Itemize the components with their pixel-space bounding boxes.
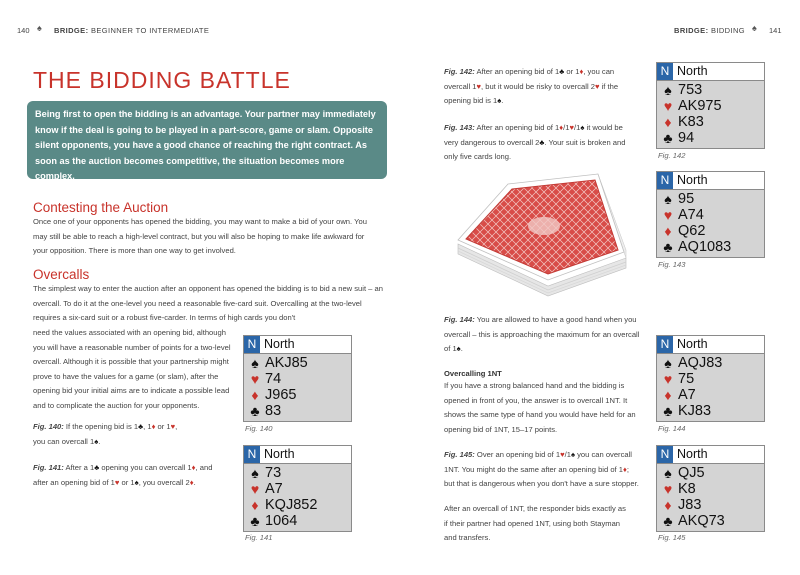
spades-holding: 95 (678, 191, 695, 207)
diamond-icon: ♦ (664, 387, 672, 403)
spade-icon: ♠ (456, 344, 461, 354)
heart-icon: ♥ (663, 371, 673, 387)
clubs-holding: AKQ73 (678, 513, 725, 529)
section-body-contesting: Once one of your opponents has opened the bidding, you may want to make a bid of your own. You may still be able to reach a high-level contract, but you will also be hoping to make life awkward for your opposition. There is more than one way to get involved. (33, 217, 367, 256)
diamond-icon: ♦ (623, 464, 627, 474)
seat-badge: N (244, 336, 260, 353)
diamond-icon: ♦ (251, 497, 259, 513)
fig143-label: Fig. 143 (658, 260, 686, 269)
hand-diagram-fig144 (656, 335, 765, 422)
fig141-caption-text: Fig. 141: After a 1♣ opening you can overcall 1♦, and after an opening bid of 1♥ or 1♠, you overcall 2♦. (33, 463, 213, 487)
fig140-label: Fig. 140 (245, 424, 273, 433)
spade-icon: ♠ (497, 96, 502, 106)
seat-badge: N (657, 172, 673, 189)
club-icon: ♣ (663, 239, 673, 255)
heart-icon: ♥ (663, 481, 673, 497)
diamonds-holding: KQJ852 (265, 497, 318, 513)
heart-icon: ♥ (170, 422, 176, 431)
spades-holding: 753 (678, 82, 703, 98)
header-spade-icon: ♠ (37, 23, 42, 33)
hearts-holding: A7 (265, 481, 283, 497)
spades-holding: QJ5 (678, 465, 705, 481)
club-icon: ♣ (559, 67, 565, 76)
diamond-icon: ♦ (664, 497, 672, 513)
heart-icon: ♥ (560, 450, 565, 459)
club-icon: ♣ (94, 463, 100, 472)
heart-icon: ♥ (663, 98, 673, 114)
spade-icon: ♠ (134, 477, 139, 487)
hearts-holding: 75 (678, 371, 695, 387)
hearts-holding: A74 (678, 207, 704, 223)
section-body-overcalls: The simplest way to enter the auction after an opponent has opened the bidding is to bid a new suit – an overcall. To do it at the one-level you need a reasonable five-card suit. Overcalling at the two-level requires a six-card suit or a robust five-carder. In terms of high cards you don't (33, 284, 383, 323)
seat-label: North (264, 337, 295, 351)
fig144-caption-text: Fig. 144: You are allowed to have a good hand when you overcall – this is approaching the maximum for an overcall of 1♠. (444, 315, 640, 354)
club-icon: ♣ (250, 513, 260, 529)
subheading-overcalling-1nt: Overcalling 1NT (444, 369, 502, 378)
heart-icon: ♥ (476, 81, 482, 91)
hearts-holding: AK975 (678, 98, 722, 114)
diamonds-holding: A7 (678, 387, 696, 403)
seat-badge: N (657, 336, 673, 353)
seat-label: North (264, 447, 295, 461)
diamond-icon: ♦ (189, 477, 194, 487)
section-heading-contesting: Contesting the Auction (33, 200, 169, 215)
heart-icon: ♥ (569, 123, 574, 132)
seat-badge: N (657, 63, 673, 80)
heart-icon: ♥ (250, 371, 260, 387)
spade-icon: ♠ (664, 355, 672, 371)
spade-icon: ♠ (664, 191, 672, 207)
club-icon: ♣ (663, 403, 673, 419)
diamonds-holding: J83 (678, 497, 702, 513)
fig143-caption-text: Fig. 143: After an opening bid of 1♦/1♥/1♠ it would be very dangerous to overcall 2♣. Your suit is broken and only five cards long. (444, 123, 626, 162)
seat-badge: N (244, 446, 260, 463)
diamond-icon: ♦ (251, 387, 259, 403)
seat-label: North (677, 173, 708, 187)
diamond-icon: ♦ (579, 67, 584, 76)
spade-icon: ♠ (94, 436, 99, 446)
fig142-caption-text: Fig. 142: After an opening bid of 1♣ or 1♦, you can overcall 1♥, but it would be risky to overcall 2♥ if the opening bid is 1♠. (444, 67, 619, 106)
right-running-header: BRIDGE: BIDDING (674, 26, 746, 35)
deck-of-cards-image (448, 172, 630, 300)
hand-diagram-fig140 (243, 335, 352, 422)
hand-diagram-fig145 (656, 445, 765, 532)
fig141-label: Fig. 141 (245, 533, 273, 542)
spades-holding: AQJ83 (678, 355, 723, 371)
diamond-icon: ♦ (559, 123, 564, 132)
header-spade-icon: ♠ (752, 23, 757, 33)
diamond-icon: ♦ (664, 114, 672, 130)
seat-label: North (677, 337, 708, 351)
nt-body: If you have a strong balanced hand and the bidding is opened in front of you, the answer is to overcall 1NT. It shows the same type of hand you would have held for an opening bid of 1NT, 15–17 points. (444, 381, 636, 434)
spade-icon: ♠ (580, 123, 585, 132)
heart-icon: ♥ (663, 207, 673, 223)
fig144-label: Fig. 144 (658, 424, 686, 433)
club-icon: ♣ (663, 130, 673, 146)
spade-icon: ♠ (664, 465, 672, 481)
section-body-overcalls-narrow: need the values associated with an opening bid, although you will have a reasonable number of points for a two-level overcall. Although it is possible that your partnership might prove to have the values for a game (or slam), after the opening bid your initial aims are to indicate a possible lead and to complicate the auction for your opponents. (33, 328, 231, 410)
fig145-label: Fig. 145 (658, 533, 686, 542)
spades-holding: AKJ85 (265, 355, 308, 371)
fig145-caption-text: Fig. 145: Over an opening bid of 1♥/1♠ you can overcall 1NT. You might do the same after an opening bid of 1♦; but that is dangerous when you don't have a sure stopper. (444, 450, 639, 489)
hand-diagram-fig143 (656, 171, 765, 258)
fig140-caption-text: Fig. 140: If the opening bid is 1♣, 1♦ or 1♥, you can overcall 1♠. (33, 422, 178, 446)
clubs-holding: KJ83 (678, 403, 712, 419)
left-page-number: 140 (17, 26, 30, 35)
page-title: THE BIDDING BATTLE (33, 67, 291, 93)
section-heading-overcalls: Overcalls (33, 267, 90, 282)
hand-diagram-fig141 (243, 445, 352, 532)
spade-icon: ♠ (664, 82, 672, 98)
hand-diagram-fig142 (656, 62, 765, 149)
diamonds-holding: J965 (265, 387, 297, 403)
club-icon: ♣ (663, 513, 673, 529)
clubs-holding: AQ1083 (678, 239, 732, 255)
clubs-holding: 83 (265, 403, 282, 419)
diamonds-holding: Q62 (678, 223, 706, 239)
seat-badge: N (657, 446, 673, 463)
club-icon: ♣ (250, 403, 260, 419)
spades-holding: 73 (265, 465, 282, 481)
left-running-header: BRIDGE: BEGINNER TO INTERMEDIATE (54, 26, 210, 35)
heart-icon: ♥ (594, 81, 600, 91)
club-icon: ♣ (138, 422, 144, 431)
diamond-icon: ♦ (151, 422, 156, 431)
hearts-holding: 74 (265, 371, 282, 387)
diamond-icon: ♦ (191, 463, 196, 472)
clubs-holding: 94 (678, 130, 695, 146)
hearts-holding: K8 (678, 481, 696, 497)
heart-icon: ♥ (114, 477, 120, 487)
fig142-label: Fig. 142 (658, 151, 686, 160)
spade-icon: ♠ (570, 450, 575, 459)
clubs-holding: 1064 (265, 513, 298, 529)
seat-label: North (677, 447, 708, 461)
diamond-icon: ♦ (664, 223, 672, 239)
spade-icon: ♠ (251, 465, 259, 481)
club-icon: ♣ (539, 137, 545, 147)
heart-icon: ♥ (250, 481, 260, 497)
seat-label: North (677, 64, 708, 78)
diamonds-holding: K83 (678, 114, 704, 130)
intro-box: Being first to open the bidding is an advantage. Your partner may immediately know if the deal is going to be played in a part-score, game or slam. Opposite silent opponents, you have a good chance of reaching the right contract. As soon as the auction becomes competitive, the situation becomes more complex. (27, 101, 387, 179)
spade-icon: ♠ (251, 355, 259, 371)
after-overcall-body: After an overcall of 1NT, the responder bids exactly as if their partner had opened 1NT, using both Stayman and transfers. (444, 504, 626, 543)
right-page-number: 141 (769, 26, 782, 35)
